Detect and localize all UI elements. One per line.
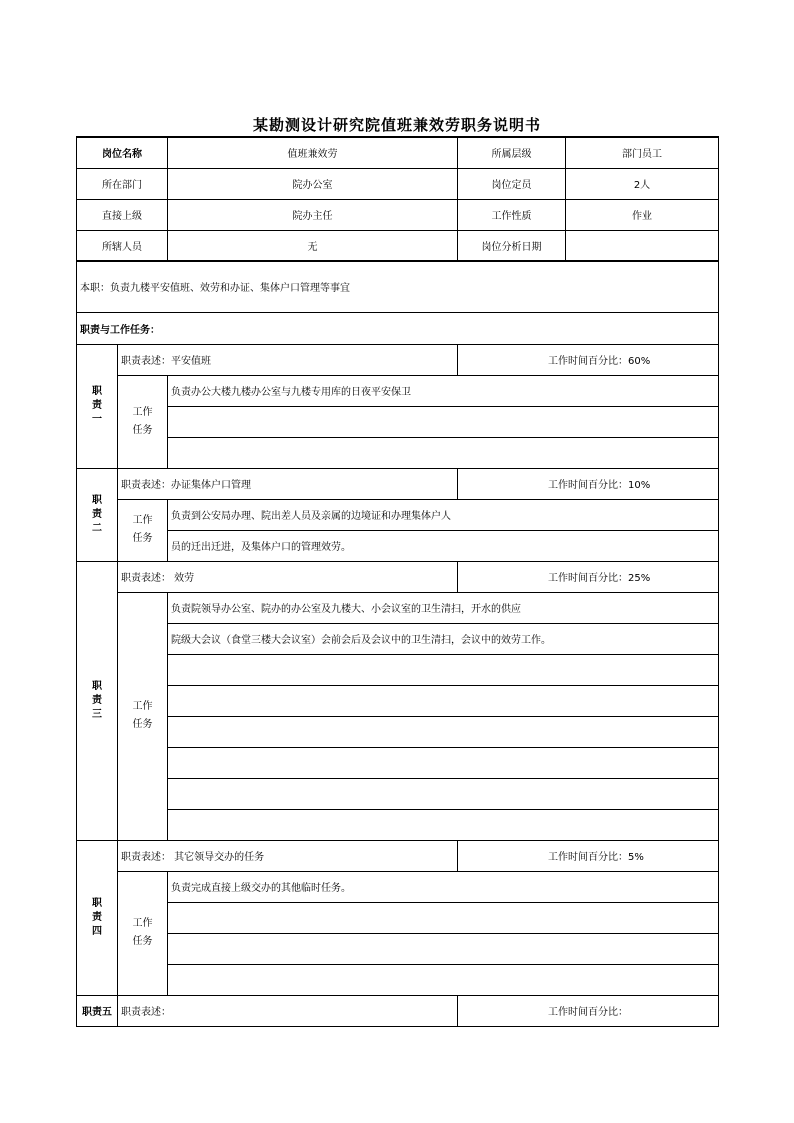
duty-3-label: 职 责 三 bbox=[77, 561, 118, 840]
duty-5-description: 职责表述： bbox=[118, 995, 458, 1026]
level-label: 所属层级 bbox=[458, 137, 566, 168]
duty-desc-row bbox=[77, 344, 719, 375]
duty-2-task: 负责到公安局办理、院出差人员及亲属的边境证和办理集体户人 bbox=[168, 499, 719, 530]
department-value: 院办公室 bbox=[168, 168, 458, 199]
duty-2-task-label: 工作 任务 bbox=[118, 499, 168, 561]
info-row bbox=[77, 168, 719, 199]
analysis-date-value bbox=[566, 230, 719, 261]
task-row bbox=[77, 437, 719, 468]
headcount-label: 岗位定员 bbox=[458, 168, 566, 199]
duty-1-time: 工作时间百分比：60% bbox=[458, 344, 719, 375]
task-row bbox=[77, 375, 719, 406]
duty-3-time: 工作时间百分比：25% bbox=[458, 561, 719, 592]
duty-5-label: 职责五 bbox=[77, 995, 118, 1026]
task-row bbox=[77, 871, 719, 902]
supervisor-label: 直接上级 bbox=[77, 199, 168, 230]
supervisor-value: 院办主任 bbox=[168, 199, 458, 230]
subordinates-label: 所辖人员 bbox=[77, 230, 168, 261]
duty-3-task bbox=[168, 685, 719, 716]
level-value: 部门员工 bbox=[566, 137, 719, 168]
duty-4-task bbox=[168, 964, 719, 995]
task-row bbox=[77, 902, 719, 933]
duty-2-label: 职 责 二 bbox=[77, 468, 118, 561]
duty-desc-row bbox=[77, 840, 719, 871]
task-row bbox=[77, 747, 719, 778]
page-title: 某勘测设计研究院值班兼效劳职务说明书 bbox=[252, 116, 541, 134]
duty-4-task bbox=[168, 902, 719, 933]
duty-1-task: 负责办公大楼九楼办公室与九楼专用库的日夜平安保卫 bbox=[168, 375, 719, 406]
analysis-date-label: 岗位分析日期 bbox=[458, 230, 566, 261]
duty-desc-row bbox=[77, 995, 719, 1026]
task-row bbox=[77, 778, 719, 809]
duty-5-time: 工作时间百分比： bbox=[458, 995, 719, 1026]
duty-1-label: 职 责 一 bbox=[77, 344, 118, 468]
duty-4-description: 职责表述： 其它领导交办的任务 bbox=[118, 840, 458, 871]
duty-1-task bbox=[168, 406, 719, 437]
task-row bbox=[77, 716, 719, 747]
duty-4-task bbox=[168, 933, 719, 964]
headcount-value: 2人 bbox=[566, 168, 719, 199]
info-row bbox=[77, 199, 719, 230]
position-name-value: 值班兼效劳 bbox=[168, 137, 458, 168]
info-row bbox=[77, 137, 719, 168]
task-row bbox=[77, 809, 719, 840]
position-name-label: 岗位名称 bbox=[77, 137, 168, 168]
work-nature-value: 作业 bbox=[566, 199, 719, 230]
duty-3-task bbox=[168, 809, 719, 840]
task-row bbox=[77, 685, 719, 716]
task-row bbox=[77, 499, 719, 530]
duty-2-description: 职责表述：办证集体户口管理 bbox=[118, 468, 458, 499]
section-header: 职责与工作任务： bbox=[77, 312, 719, 344]
task-row bbox=[77, 933, 719, 964]
duty-3-task: 院级大会议（食堂三楼大会议室）会前会后及会议中的卫生清扫，会议中的效劳工作。 bbox=[168, 623, 719, 654]
duty-summary: 本职：负责九楼平安值班、效劳和办证、集体户口管理等事宜 bbox=[77, 261, 719, 312]
duty-2-time: 工作时间百分比：10% bbox=[458, 468, 719, 499]
duty-4-label: 职 责 四 bbox=[77, 840, 118, 995]
duty-desc-row bbox=[77, 561, 719, 592]
duty-3-task bbox=[168, 654, 719, 685]
duty-1-task-label: 工作 任务 bbox=[118, 375, 168, 468]
task-row bbox=[77, 623, 719, 654]
duty-4-task: 负责完成直接上级交办的其他临时任务。 bbox=[168, 871, 719, 902]
task-row bbox=[77, 530, 719, 561]
duty-3-task-label: 工作 任务 bbox=[118, 592, 168, 840]
duty-1-task bbox=[168, 437, 719, 468]
duty-1-description: 职责表述：平安值班 bbox=[118, 344, 458, 375]
duty-3-task bbox=[168, 716, 719, 747]
department-label: 所在部门 bbox=[77, 168, 168, 199]
duty-3-task: 负责院领导办公室、院办的办公室及九楼大、小会议室的卫生清扫，开水的供应 bbox=[168, 592, 719, 623]
info-row bbox=[77, 230, 719, 261]
duty-3-description: 职责表述： 效劳 bbox=[118, 561, 458, 592]
section-header-row bbox=[77, 312, 719, 344]
task-row bbox=[77, 964, 719, 995]
job-description-table bbox=[76, 136, 719, 1027]
duty-3-task bbox=[168, 747, 719, 778]
duty-desc-row bbox=[77, 468, 719, 499]
duty-2-task: 员的迁出迁进，及集体户口的管理效劳。 bbox=[168, 530, 719, 561]
task-row bbox=[77, 406, 719, 437]
duty-3-task bbox=[168, 778, 719, 809]
summary-row bbox=[77, 261, 719, 312]
task-row bbox=[77, 654, 719, 685]
work-nature-label: 工作性质 bbox=[458, 199, 566, 230]
duty-4-time: 工作时间百分比：5% bbox=[458, 840, 719, 871]
subordinates-value: 无 bbox=[168, 230, 458, 261]
duty-4-task-label: 工作 任务 bbox=[118, 871, 168, 995]
task-row bbox=[77, 592, 719, 623]
